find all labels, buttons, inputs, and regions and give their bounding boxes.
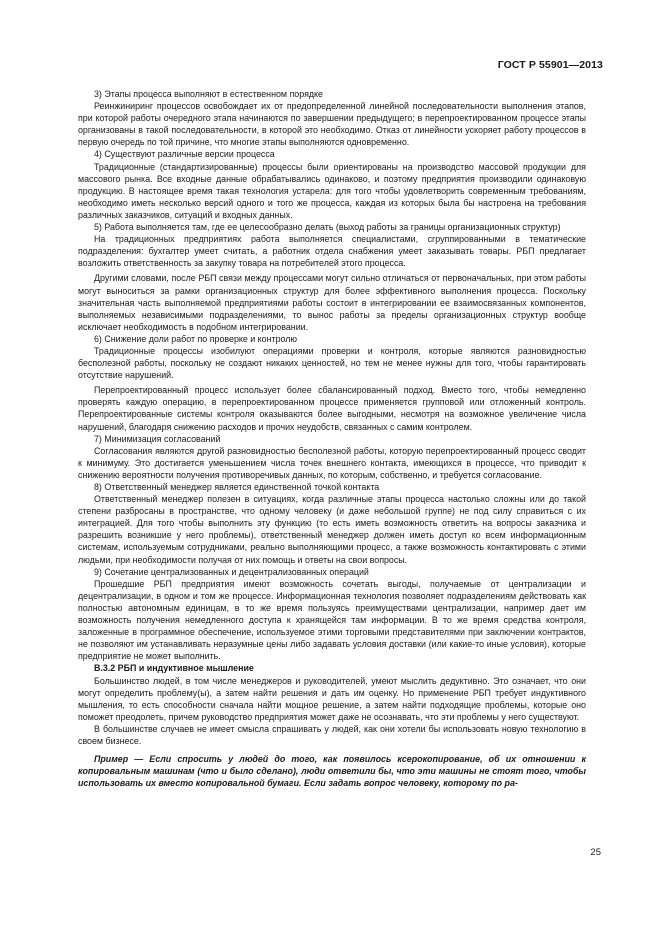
- body-paragraph: Прошедшие РБП предприятия имеют возможность сочетать выгоды, получаемые от централизации и децентрализации, в одном и том же процессе. Информационная технология позволяет подразделениям действовать как полностью автономным единицам, в то же время пользуясь преимуществами централизации, например дает им возможность получения немедленного доступа к хранящейся там информации. В то же время средства контроля, заложенные в программное обеспечение, используемое этими торговыми представителями при заключении контрактов, не позволяют им устанавливать неразумные цены либо задавать условия доставки (или какие-то иные условия), которые предприятие не может выполнить.: [78, 578, 586, 662]
- example-paragraph: Пример — Если спросить у людей до того, как появилось ксерокопирование, об их отношении к копировальным машинам (что и было сделано), люди ответили бы, что эти машины не стоят того, чтобы использовать их вместо копировальной бумаги. Если задать вопрос человеку, которому по ра-: [78, 754, 586, 789]
- body-paragraph: Ответственный менеджер полезен в ситуациях, когда различные этапы процесса настолько сложны или до такой степени разбросаны в пространстве, что одному человеку (и даже небольшой группе) не под силу справиться с их интеграцией. Для того чтобы выполнить эту функцию (то есть иметь возможность ответить на вопросы заказчика и разрешить возникшие у него проблемы), ответственный менеджер должен иметь доступ ко всем информационным системам, используемым сотрудниками, реально выполняющими процесс, а также возможность контактировать с этими людьми, при необходимости получая от них помощь и ответы на свои вопросы.: [78, 494, 586, 565]
- document-header: ГОСТ Р 55901—2013: [497, 59, 603, 71]
- body-paragraph: На традиционных предприятиях работа выполняется специалистами, сгруппированными в тематические подразделения: бухгалтер умеет считать, а работник отдела снабжения умеет заказывать товары. РБП предлагает возложить ответственность за закупку товара на потребителей этого процесса.: [78, 234, 586, 269]
- page-body: [78, 88, 586, 789]
- list-item-heading: 8) Ответственный менеджер является единственной точкой контакта: [94, 482, 380, 492]
- list-item-heading: 5) Работа выполняется там, где ее целесообразно делать (выход работы за границы организационных структур): [94, 222, 561, 233]
- body-paragraph: В большинстве случаев не имеет смысла спрашивать у людей, как они хотели бы использовать новую технологию в своем бизнесе.: [78, 723, 586, 746]
- list-item-heading: 6) Снижение доли работ по проверке и контролю: [94, 333, 298, 344]
- list-item-heading: 7) Минимизация согласований: [94, 433, 221, 444]
- body-paragraph: Реинжиниринг процессов освобождает их от предопределенной линейной последовательности выполнения этапов, при которой работы очередного этапа начинаются по завершении предыдущего; в перепроектированном процессе этапы организованы в такой последовательности, в которой это необходимо. Отказ от линейности ускоряет работу процессов в первую очередь по той причине, что многие этапы выполняются одновременно.: [78, 101, 586, 148]
- list-item-heading: 4) Существуют различные версии процесса: [94, 149, 275, 160]
- page-number: 25: [590, 847, 601, 858]
- body-paragraph: Другими словами, после РБП связи между процессами могут сильно отличаться от первоначальных, при этом работы могут выноситься за рамки организационных структур для более эффективного выполнения процесса. Поскольку значительная часть выполняемой предприятиями работы состоит в интегрировании ее взаимосвязанных компонентов, выполняемых независимыми подразделениями, то вынос работы за пределы организационных структур вообще исключает необходимость в подобном интегрировании.: [78, 273, 586, 332]
- body-paragraph: Традиционные (стандартизированные) процессы были ориентированы на производство массовой продукции для массового рынка. Все входные данные обрабатывались одинаково, и поэтому предприятия производили одинаковую продукцию. В настоящее время такая технология устарела: для того чтобы удовлетворить современным требованиям, необходимо иметь несколько версий одного и того же процесса, каждая из которых была бы настроена на требования различных заказчиков, ситуаций и входных данных.: [78, 161, 586, 220]
- body-paragraph: Большинство людей, в том числе менеджеров и руководителей, умеют мыслить дедуктивно. Это означает, что они могут определить проблему(ы), а затем найти решения и дать им оценку. Но применение РБП требует индуктивного мышления, то есть способности сначала найти мощное решение, а затем найти подходящие проблемы, которые оно поможет преодолеть, причем руководство предприятия может даже не осознавать, что эти проблемы у него существуют.: [78, 675, 586, 722]
- body-paragraph: Согласования являются другой разновидностью бесполезной работы, которую перепроектированный процесс сводит к минимуму. Это достигается уменьшением числа точек внешнего контакта, имеющихся в процессе, что приводит к снижению вероятности получения противоречивых данных, по которым, собственно, и требуется согласование.: [78, 445, 586, 480]
- section-heading: В.3.2 РБП и индуктивное мышление: [94, 663, 254, 674]
- list-item-heading: 3) Этапы процесса выполняют в естественном порядке: [94, 89, 323, 99]
- list-item-heading: 9) Сочетание централизованных и децентрализованных операций: [94, 566, 369, 577]
- body-paragraph: Традиционные процессы изобилуют операциями проверки и контроля, которые являются разновидностью бесполезной работы, поскольку не создают никаких ценностей, но тем не менее нужны для того, чтобы гарантировать отсутствие нарушений.: [78, 345, 586, 381]
- body-paragraph: Перепроектированный процесс использует более сбалансированный подход. Вместо того, чтобы немедленно проверять каждую операцию, в перепроектированном процессе применяется групповой или отложенный контроль. Перепроектированные системы контроля оказываются более выгодными, несмотря на возможное увеличение числа нарушений, благодаря снижению расходов и прочих неудобств, связанных с самим контролем.: [78, 385, 586, 432]
